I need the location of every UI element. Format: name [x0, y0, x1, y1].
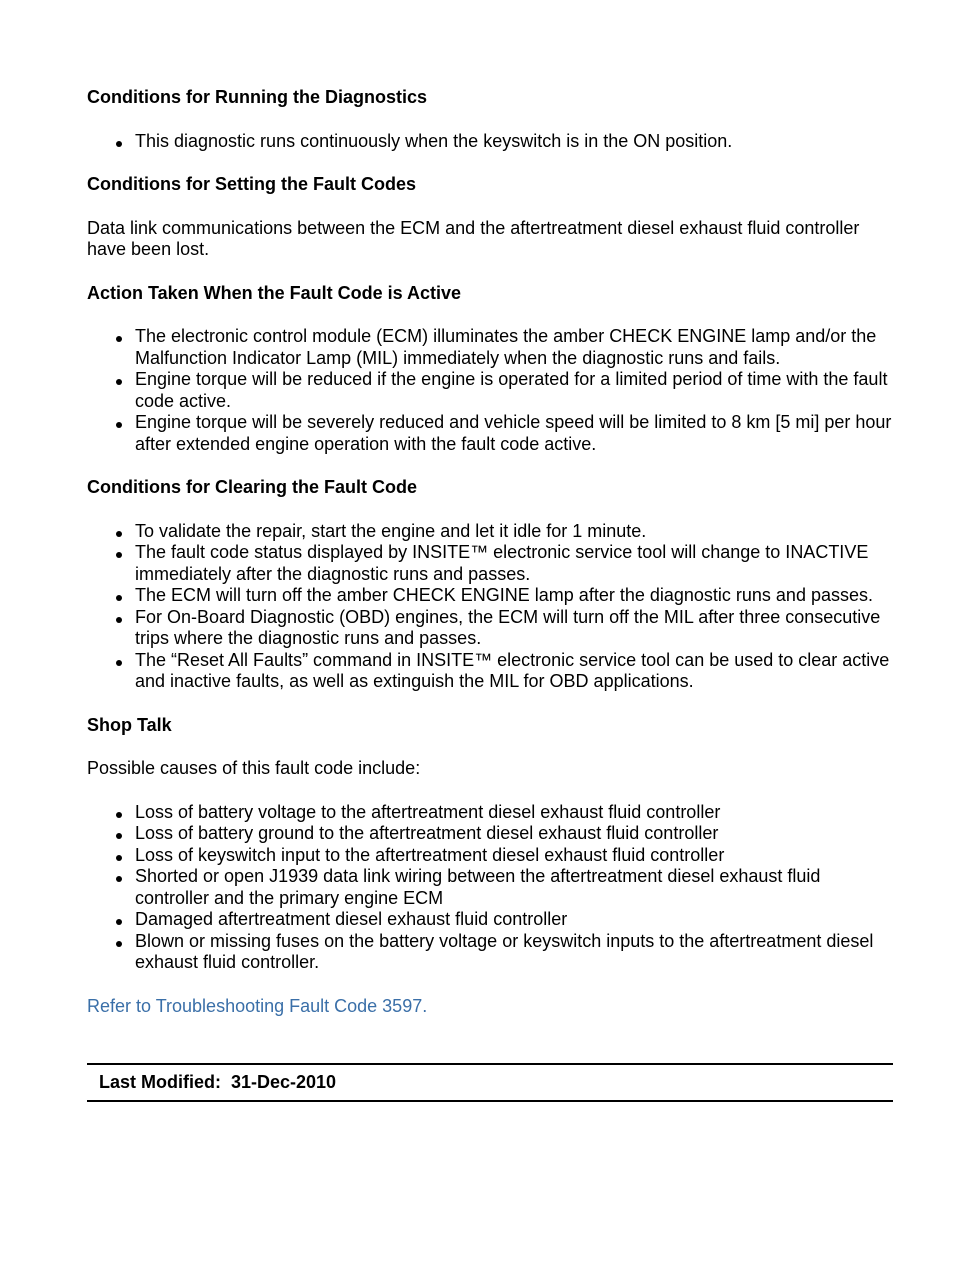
bullet-icon	[116, 941, 122, 947]
bullet-icon	[116, 141, 122, 147]
list-item: Loss of battery voltage to the aftertreatment diesel exhaust fluid controller	[87, 802, 893, 824]
list-item: Engine torque will be severely reduced and vehicle speed will be limited to 8 km [5 mi] per hour after extended engine operation with the fault code active.	[87, 412, 893, 455]
bullet-icon	[116, 531, 122, 537]
bullet-icon	[116, 660, 122, 666]
list-item: Loss of battery ground to the aftertreatment diesel exhaust fluid controller	[87, 823, 893, 845]
shop-talk-paragraph: Possible causes of this fault code include:	[87, 758, 421, 778]
bullet-icon	[116, 617, 122, 623]
running-list	[87, 131, 893, 153]
bullet-icon	[116, 919, 122, 925]
list-item: The “Reset All Faults” command in INSITE™ electronic service tool can be used to clear active and inactive faults, as well as extinguish the MIL for OBD applications.	[87, 650, 893, 693]
list-item: This diagnostic runs continuously when the keyswitch is in the ON position.	[87, 131, 893, 153]
clearing-list	[87, 521, 893, 693]
list-item: For On-Board Diagnostic (OBD) engines, the ECM will turn off the MIL after three consecutive trips where the diagnostic runs and passes.	[87, 607, 893, 650]
list-item: The ECM will turn off the amber CHECK ENGINE lamp after the diagnostic runs and passes.	[87, 585, 893, 607]
bullet-icon	[116, 595, 122, 601]
bullet-icon	[116, 336, 122, 342]
list-item: Loss of keyswitch input to the aftertreatment diesel exhaust fluid controller	[87, 845, 893, 867]
troubleshooting-link[interactable]: Refer to Troubleshooting Fault Code 3597.	[87, 995, 428, 1016]
heading-running: Conditions for Running the Diagnostics	[87, 87, 427, 107]
bullet-icon	[116, 422, 122, 428]
list-item: Damaged aftertreatment diesel exhaust fluid controller	[87, 909, 893, 931]
list-item: Engine torque will be reduced if the engine is operated for a limited period of time with the fault code active.	[87, 369, 893, 412]
bullet-icon	[116, 833, 122, 839]
heading-setting: Conditions for Setting the Fault Codes	[87, 174, 416, 194]
heading-action: Action Taken When the Fault Code is Active	[87, 282, 462, 303]
causes-list	[87, 802, 893, 974]
setting-paragraph: Data link communications between the ECM and the aftertreatment diesel exhaust fluid controller have been lost.	[87, 217, 860, 259]
bullet-icon	[116, 855, 122, 861]
list-item: Blown or missing fuses on the battery voltage or keyswitch inputs to the aftertreatment diesel exhaust fluid controller.	[87, 931, 893, 974]
bullet-icon	[116, 552, 122, 558]
action-list	[87, 326, 893, 455]
list-item: To validate the repair, start the engine and let it idle for 1 minute.	[87, 521, 893, 543]
bullet-icon	[116, 379, 122, 385]
list-item: The fault code status displayed by INSITE™ electronic service tool will change to INACTIVE immediately after the diagnostic runs and passes.	[87, 542, 893, 585]
footer-bar	[87, 1063, 893, 1102]
bullet-icon	[116, 876, 122, 882]
bullet-icon	[116, 812, 122, 818]
heading-shop-talk: Shop Talk	[87, 714, 172, 735]
document-body	[87, 87, 893, 1017]
heading-clearing: Conditions for Clearing the Fault Code	[87, 477, 417, 497]
list-item: The electronic control module (ECM) illuminates the amber CHECK ENGINE lamp and/or the Malfunction Indicator Lamp (MIL) immediately when the diagnostic runs and fails.	[87, 326, 893, 369]
list-item: Shorted or open J1939 data link wiring between the aftertreatment diesel exhaust fluid controller and the primary engine ECM	[87, 866, 893, 909]
last-modified-label: Last Modified: 31-Dec-2010	[99, 1072, 337, 1092]
